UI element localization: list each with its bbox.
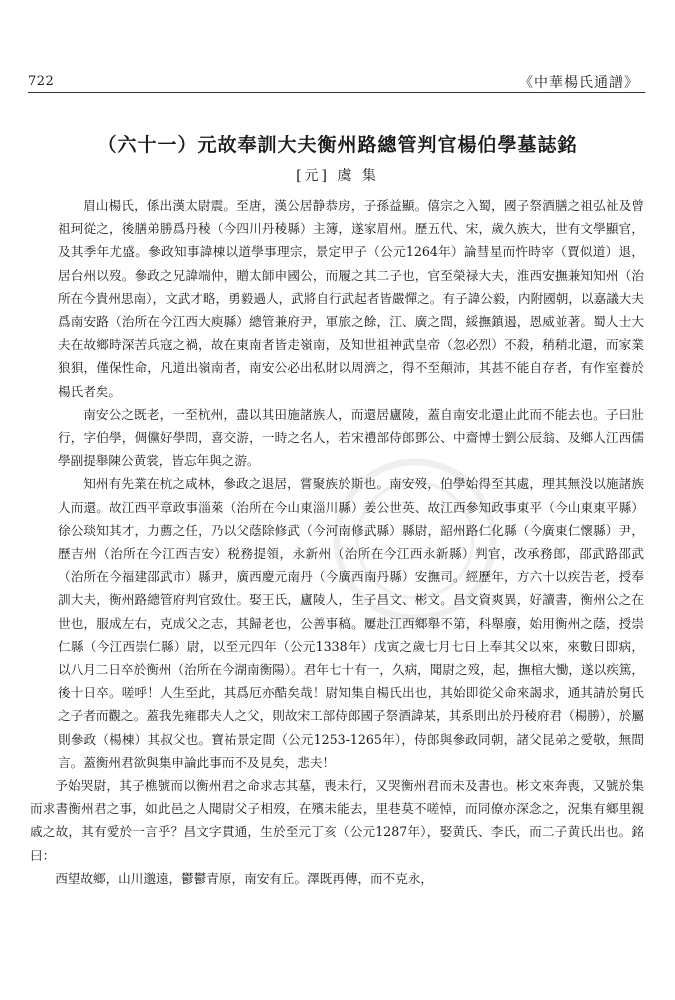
article-title: （六十一）元故奉訓大夫衡州路總管判官楊伯學墓誌銘	[97, 134, 578, 156]
page-number: 722	[28, 74, 55, 89]
paragraph: 南安公之既老，一至杭州，盡以其田施諸族人，而還居廬陵，蓋自南安北還止此而不能去也。子曰壯行，字伯學，倜儻好學問，喜交游，一時之名人，若宋禮部侍郎鄧公、中齋博士劉公辰翁、及鄉人江西儒學副提舉陳公黄裳，皆忘年與之游。	[58, 406, 644, 469]
paragraph: 予始哭尉，其子樵號而以衡州君之命求志其墓，喪未行，又哭衡州君而未及書也。彬文來奔喪，又號於集而求書衡州君之事，如此邑之人聞尉父子相歿，在殯未能去，里巷莫不嗟悼，而同僚亦深念之，況集有鄉里親戚之故，其有愛於一言乎？昌文字貫通，生於至元丁亥（公元1287年），娶黄氏、李氏，而二子黄氏出也。銘曰：	[30, 778, 644, 863]
article-body	[30, 194, 644, 890]
running-head: 《中華楊氏通譜》	[519, 75, 639, 91]
paragraph: 眉山楊氏，係出漢太尉震。至唐，漢公居静恭房，子孫益顯。僖宗之入蜀，國子祭酒膳之祖弘祉及曾祖珂從之，後膳弟勝爲丹稜（今四川丹稜縣）主簿，遂家眉州。歷五代、宋，歲久族大，世有文學顯官，及其季年尤盛。參政知事諱棟以道學事理宗，景定甲子（公元1264年）論彗星而忤時宰（賈似道）退，居台州以歿。參政之兄諱端仲，贈太師申國公，而履之其二子也，官至榮禄大夫，淮西安撫兼知知州（治所在今貴州思南），文武才略，勇毅過人，武將自行武起者皆嚴憚之。有子諱公毅，内附國朝，以嘉議大夫爲南安路（治所在今江西大庾縣）總管兼府尹，軍旅之餘，江、廣之間，綏撫鎮遏，恩威並著。蜀人士大夫在故鄉時深苦兵寇之禍，故在東南者皆走嶺南，及知世祖神武皇帝（忽必烈）不殺，稍稍北還，而家業狼狽，僅保性命，凡道出嶺南者，南安公必出私財以周濟之，得不至顛沛，其甚不能自存者，有作室養於楊氏者矣。	[58, 198, 644, 399]
header-rule	[28, 92, 645, 93]
paragraph: 知州有先業在杭之咸林，參政之退居，嘗聚族於斯也。南安歿，伯學始得至其處，理其無没以施諸族人而還。故江西平章政事淄萊（治所在今山東淄川縣）姜公世英、故江西參知政事東平（今山東東平縣）徐公琰知其才，力薦之任，乃以父蔭除修武（今河南修武縣）縣尉，韶州路仁化縣（今廣東仁懷縣）尹，歷吉州（治所在今江西吉安）税務提領，永新州（治所在今江西永新縣）判官，改承務郎，邵武路邵武（治所在今福建邵武市）縣尹，廣西慶元南丹（今廣西南丹縣）安撫司。經歷年，方六十以疾告老，授奉訓大夫，衡州路總管府判官致仕。娶王氏，廬陵人，生子昌文、彬文。昌文資爽異，好讀書，衡州公之在世也，服成左右，克成父之志，其歸老也，公善事稿。屢赴江西鄉舉不第，科舉廢，始用衡州之蔭，授崇仁縣（今江西崇仁縣）尉，以至元四年（公元1338年）戊寅之歲七月七日上奉其父以來，來數日即病，以八月二日卒於衡州（治所在今湖南衡陽）。君年七十有一，久病，聞尉之歿，起，撫棺大慟，遂以疾篤，後十日卒。嗟呼！人生至此，其爲厄亦酷矣哉！尉知集自楊氏出也，其始即從父命來謁求，通其請於舅氏之子者而觀之。蓋我先雍郡夫人之父，則故宋工部侍郎國子祭酒諱某，其系則出於丹稜府君（楊勝），於屬則參政（楊棟）其叔父也。寶祐景定間（公元1253-1265年），侍郎與參政同朝，諸父昆弟之愛敬，無間言。蓋衡州君欲與集申論此事而不及見矣，悲夫！	[58, 476, 644, 770]
inscription-verse: 西望故鄉，山川邈遠，鬱鬱青原，南安有丘。澤既再傳，而不克永，	[55, 870, 433, 886]
article-author: [元] 虞 集	[296, 168, 379, 184]
